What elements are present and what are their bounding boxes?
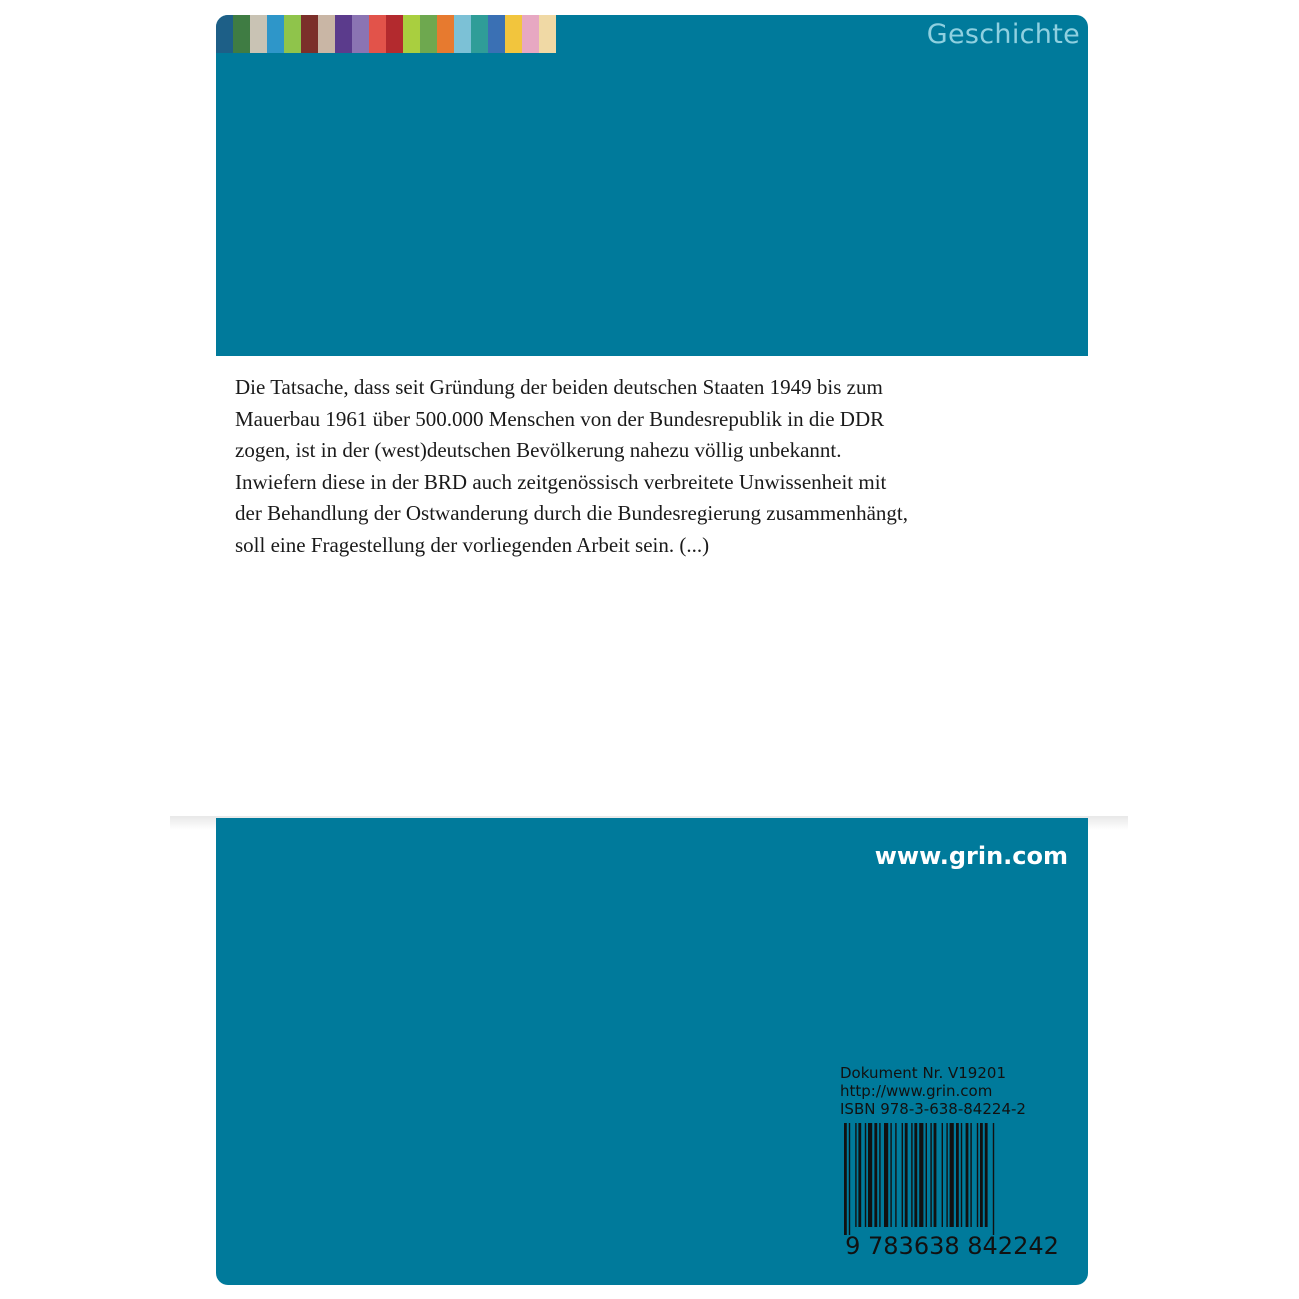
blurb-line: Die Tatsache, dass seit Gründung der beiden deutschen Staaten 1949 bis zum [235, 375, 883, 399]
color-swatch [352, 15, 369, 53]
book-blurb [235, 372, 955, 562]
barcode-bars [844, 1123, 994, 1235]
barcode-bar [985, 1123, 988, 1227]
barcode-bar [946, 1123, 947, 1227]
barcode-bar [884, 1123, 888, 1227]
color-swatch [267, 15, 284, 53]
barcode-bar [980, 1123, 983, 1227]
barcode-bar [950, 1123, 954, 1227]
color-swatch [301, 15, 318, 53]
color-swatch [505, 15, 522, 53]
barcode-bar [849, 1123, 850, 1235]
barcode-bar [902, 1123, 903, 1227]
barcode-bar [865, 1123, 866, 1227]
barcode-bar [930, 1123, 931, 1227]
color-swatch [335, 15, 352, 53]
barcode-bar [911, 1123, 912, 1227]
color-swatch [284, 15, 301, 53]
barcode-block [840, 1064, 1072, 1259]
blurb-line: Mauerbau 1961 über 500.000 Menschen von der Bundesrepublik in die DDR [235, 406, 885, 431]
barcode-bar [895, 1123, 896, 1227]
barcode-bar [977, 1123, 978, 1227]
color-strip [216, 15, 556, 53]
barcode [840, 1123, 1066, 1259]
color-swatch [318, 15, 335, 53]
color-swatch [233, 15, 250, 53]
barcode-bar [855, 1123, 856, 1227]
color-swatch [250, 15, 267, 53]
barcode-bar [934, 1123, 937, 1227]
color-swatch [437, 15, 454, 53]
barcode-bar [879, 1123, 880, 1227]
barcode-bar [905, 1123, 908, 1227]
barcode-bar [874, 1123, 877, 1227]
barcode-bar [919, 1123, 923, 1227]
barcode-bar [961, 1123, 962, 1227]
document-info [840, 1064, 1072, 1118]
color-swatch [403, 15, 420, 53]
color-swatch [420, 15, 437, 53]
barcode-bar [942, 1123, 943, 1227]
barcode-bar [956, 1123, 959, 1227]
color-swatch [386, 15, 403, 53]
color-swatch [488, 15, 505, 53]
color-swatch [454, 15, 471, 53]
barcode-bar [844, 1123, 847, 1235]
document-url[interactable]: http://www.grin.com [840, 1082, 993, 1100]
barcode-bar [868, 1123, 872, 1227]
blurb-line: soll eine Fragestellung der vorliegenden Arbeit sein. (...) [235, 532, 710, 557]
document-number: Dokument Nr. V19201 [840, 1064, 1006, 1082]
blurb-line: der Behandlung der Ostwanderung durch die Bundesregierung zusammenhängt, [235, 501, 908, 526]
barcode-bar [914, 1123, 917, 1227]
color-swatch [471, 15, 488, 53]
barcode-bar [966, 1123, 969, 1227]
barcode-bar [926, 1123, 927, 1227]
isbn: ISBN 978-3-638-84224-2 [840, 1100, 1026, 1118]
barcode-bar [890, 1123, 891, 1227]
barcode-bar [970, 1123, 971, 1227]
barcode-bar [858, 1123, 861, 1227]
color-swatch [522, 15, 539, 53]
cover-top-panel [216, 15, 1088, 356]
color-swatch [369, 15, 386, 53]
color-swatch [216, 15, 233, 53]
barcode-digits: 9 783638 842242 [845, 1232, 1059, 1259]
blurb-line: zogen, ist in der (west)deutschen Bevölkerung nahezu völlig unbekannt. [235, 438, 842, 463]
blurb-line: Inwiefern diese in der BRD auch zeitgenössisch verbreitete Unwissenheit mit [235, 469, 887, 494]
barcode-bar [993, 1123, 994, 1235]
color-swatch [539, 15, 556, 53]
cover-bottom-panel [216, 818, 1088, 1285]
publisher-website[interactable]: www.grin.com [874, 842, 1068, 870]
category-label: Geschichte [926, 19, 1080, 50]
